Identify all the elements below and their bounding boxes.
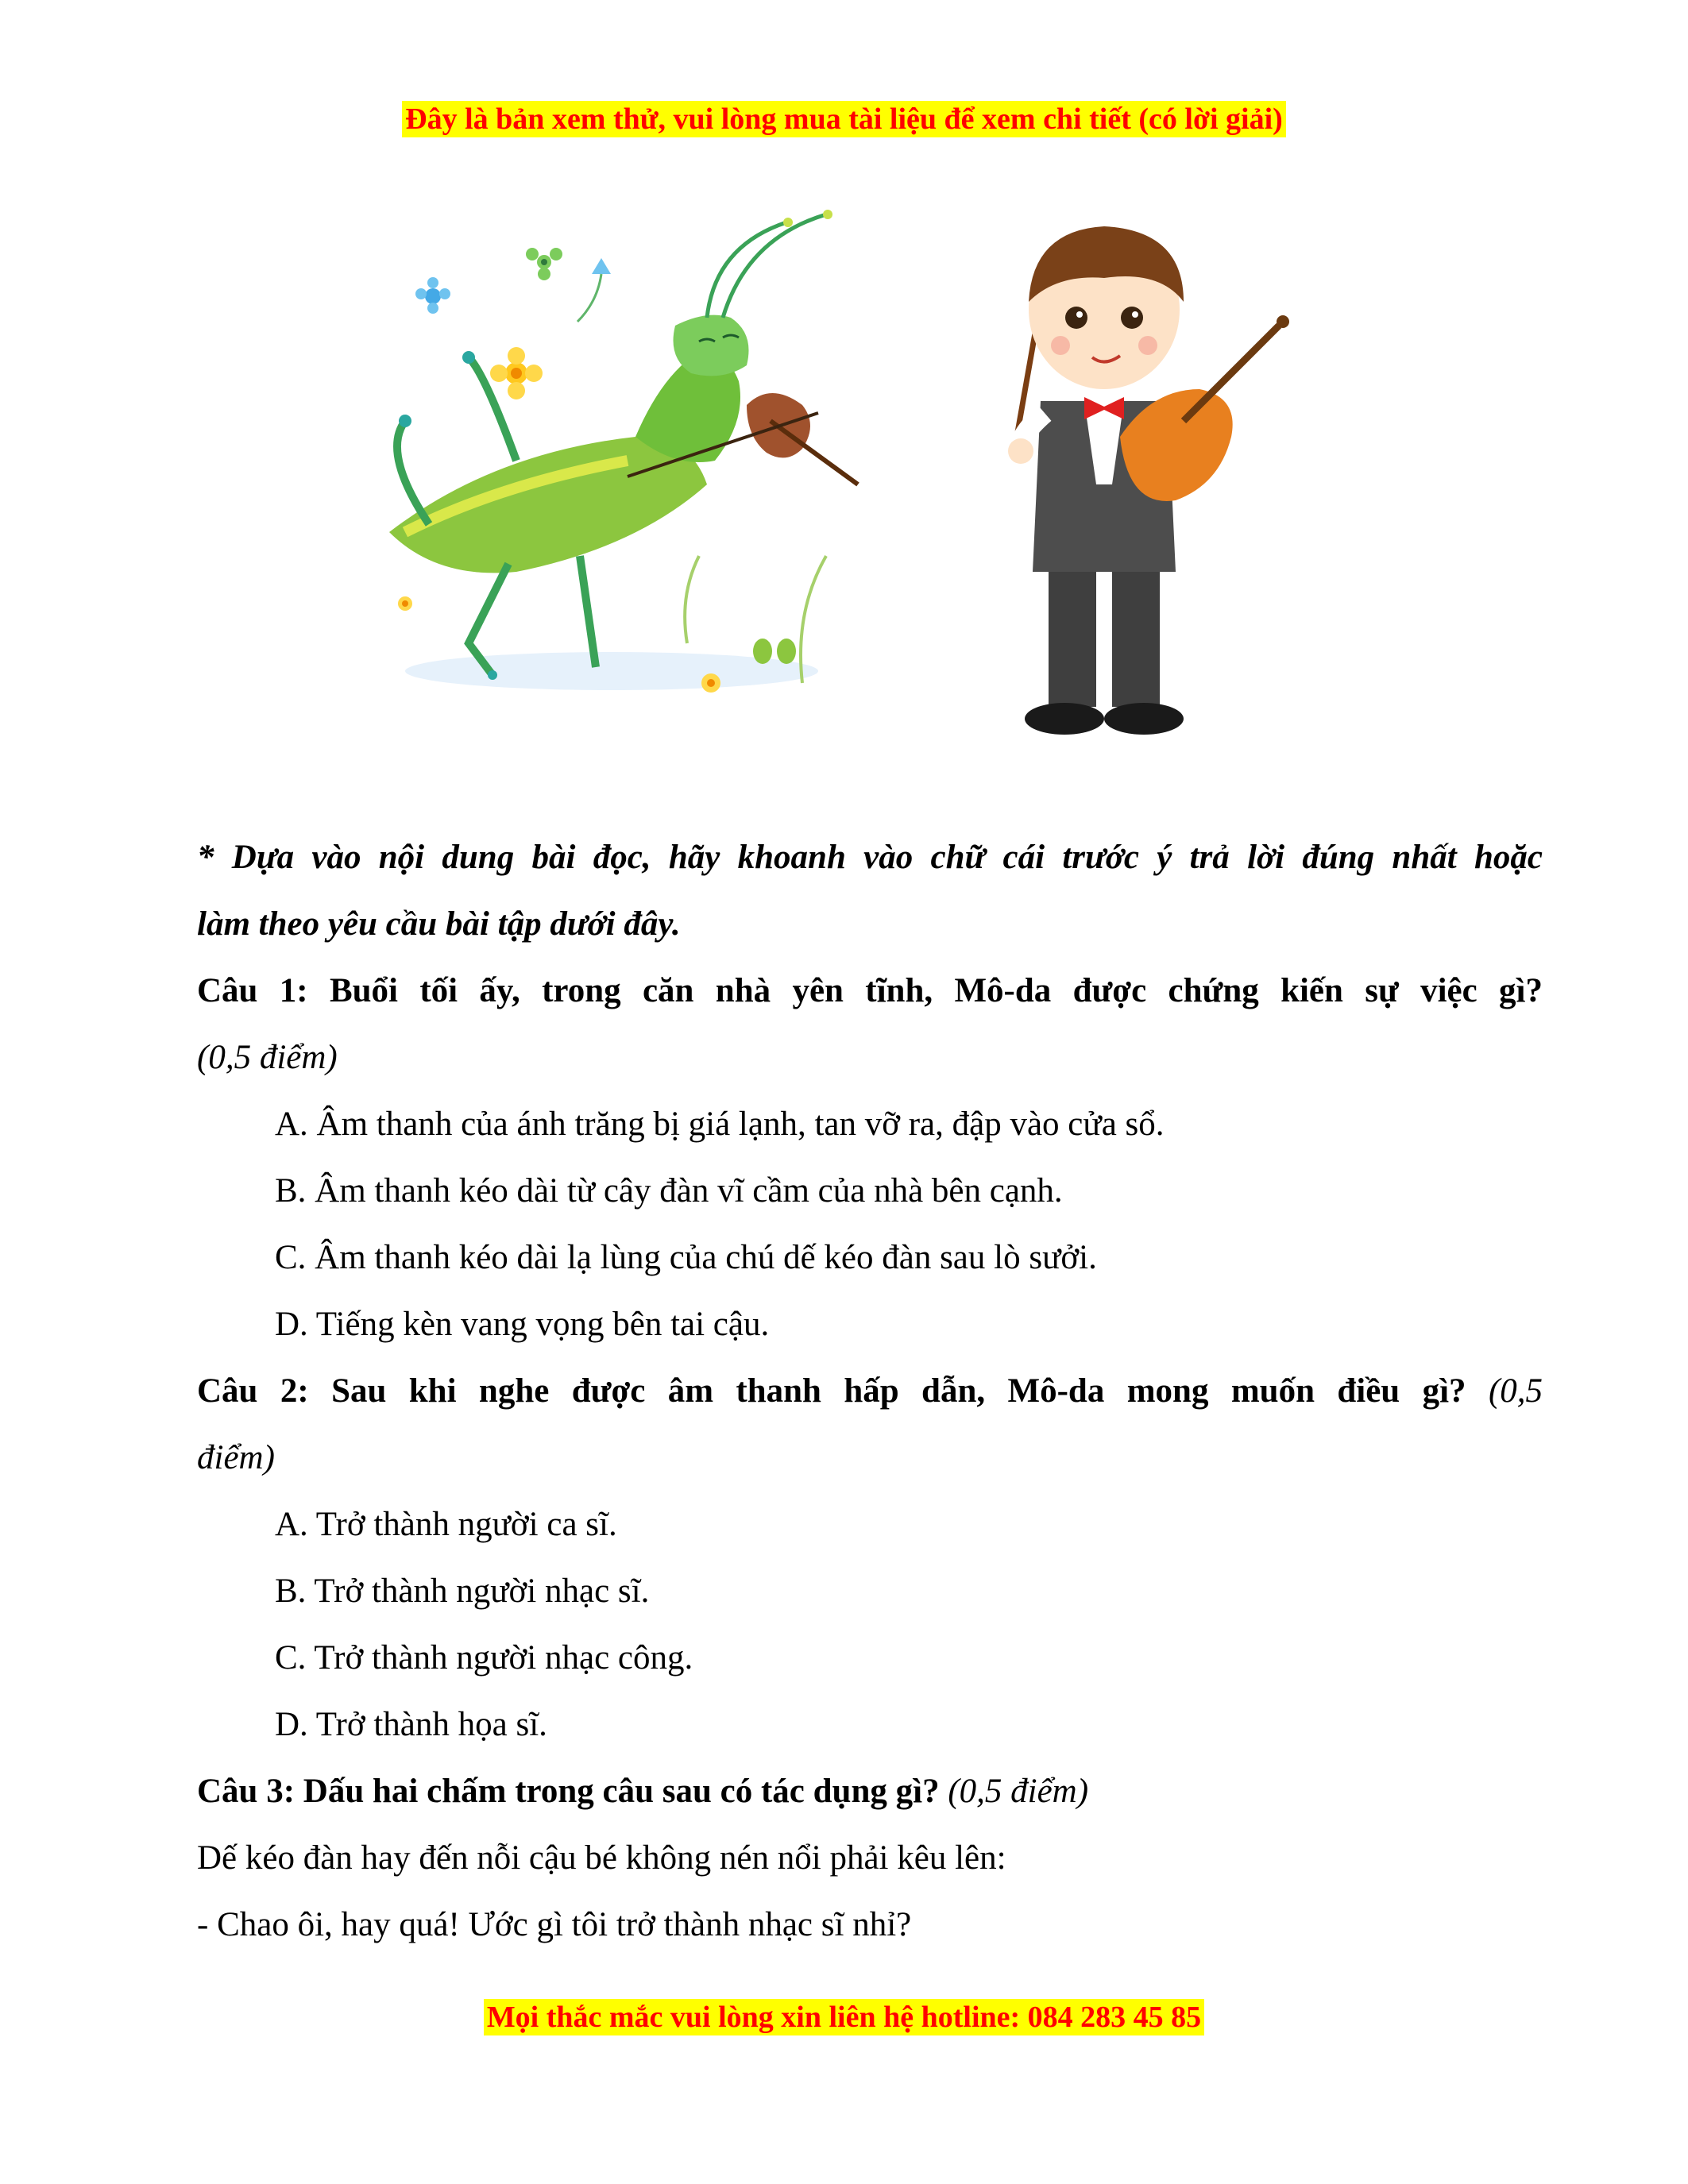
question-2-text: Sau khi nghe được âm thanh hấp dẫn, Mô-da mong muốn điều gì? (331, 1372, 1466, 1410)
instruction-line-2: làm theo yêu cầu bài tập dưới đây. (197, 905, 681, 943)
flower-icon (398, 596, 412, 611)
instruction-line-1: * Dựa vào nội dung bài đọc, hãy khoanh vào chữ cái trước ý trả lời đúng nhất hoặc (197, 839, 1543, 876)
hotline-banner (0, 1998, 1688, 2036)
question-2-label: Câu 2: (197, 1372, 309, 1410)
hotline-text: Mọi thắc mắc vui lòng xin liên hệ hotline: 084 283 45 85 (484, 1999, 1204, 2035)
question-3-quote-1: Dế kéo đàn hay đến nỗi cậu bé không nén nổi phải kêu lên: (197, 1839, 1006, 1877)
grasshopper-violin-illustration (389, 210, 858, 693)
flower-icon (526, 248, 562, 280)
tulip-icon (592, 258, 611, 274)
q2-option-b: B. Trở thành người nhạc sĩ. (275, 1572, 650, 1610)
q1-option-c: C. Âm thanh kéo dài lạ lùng của chú dế kéo đàn sau lò sưởi. (275, 1239, 1097, 1276)
question-1-text: Buổi tối ấy, trong căn nhà yên tĩnh, Mô-da được chứng kiến sự việc gì? (329, 972, 1543, 1009)
preview-notice-banner (0, 100, 1688, 138)
flower-icon (490, 347, 543, 399)
q1-option-b: B. Âm thanh kéo dài từ cây đàn vĩ cầm của nhà bên cạnh. (275, 1172, 1063, 1210)
q1-option-d: D. Tiếng kèn vang vọng bên tai cậu. (275, 1306, 770, 1343)
question-3-label: Câu 3: (197, 1773, 295, 1810)
q2-option-a: A. Trở thành người ca sĩ. (275, 1506, 617, 1543)
question-3-points: (0,5 điểm) (948, 1773, 1089, 1810)
content (197, 824, 1543, 1958)
q2-option-c: C. Trở thành người nhạc công. (275, 1639, 693, 1677)
question-1-label: Câu 1: (197, 972, 308, 1009)
q1-option-a: A. Âm thanh của ánh trăng bị giá lạnh, tan vỡ ra, đập vào cửa sổ. (275, 1106, 1165, 1143)
question-3-quote-2: - Chao ôi, hay quá! Ước gì tôi trở thành nhạc sĩ nhỉ? (197, 1906, 912, 1943)
question-2 (197, 1358, 1543, 1425)
flower-icon (415, 277, 450, 314)
illustration (373, 199, 1406, 770)
q2-option-d: D. Trở thành họa sĩ. (275, 1706, 547, 1743)
question-3-text: Dấu hai chấm trong câu sau có tác dụng gì? (303, 1773, 940, 1810)
question-2-points: (0,5 (1488, 1372, 1543, 1410)
preview-notice-text: Đây là bản xem thử, vui lòng mua tài liệu để xem chi tiết (có lời giải) (402, 101, 1286, 137)
flower-icon (701, 673, 720, 693)
boy-violinist-illustration (1008, 226, 1289, 735)
question-3 (197, 1758, 1543, 1825)
question-1 (197, 958, 1543, 1024)
question-1-points: (0,5 điểm) (197, 1039, 338, 1076)
question-2-points-cont: điểm) (197, 1439, 275, 1476)
